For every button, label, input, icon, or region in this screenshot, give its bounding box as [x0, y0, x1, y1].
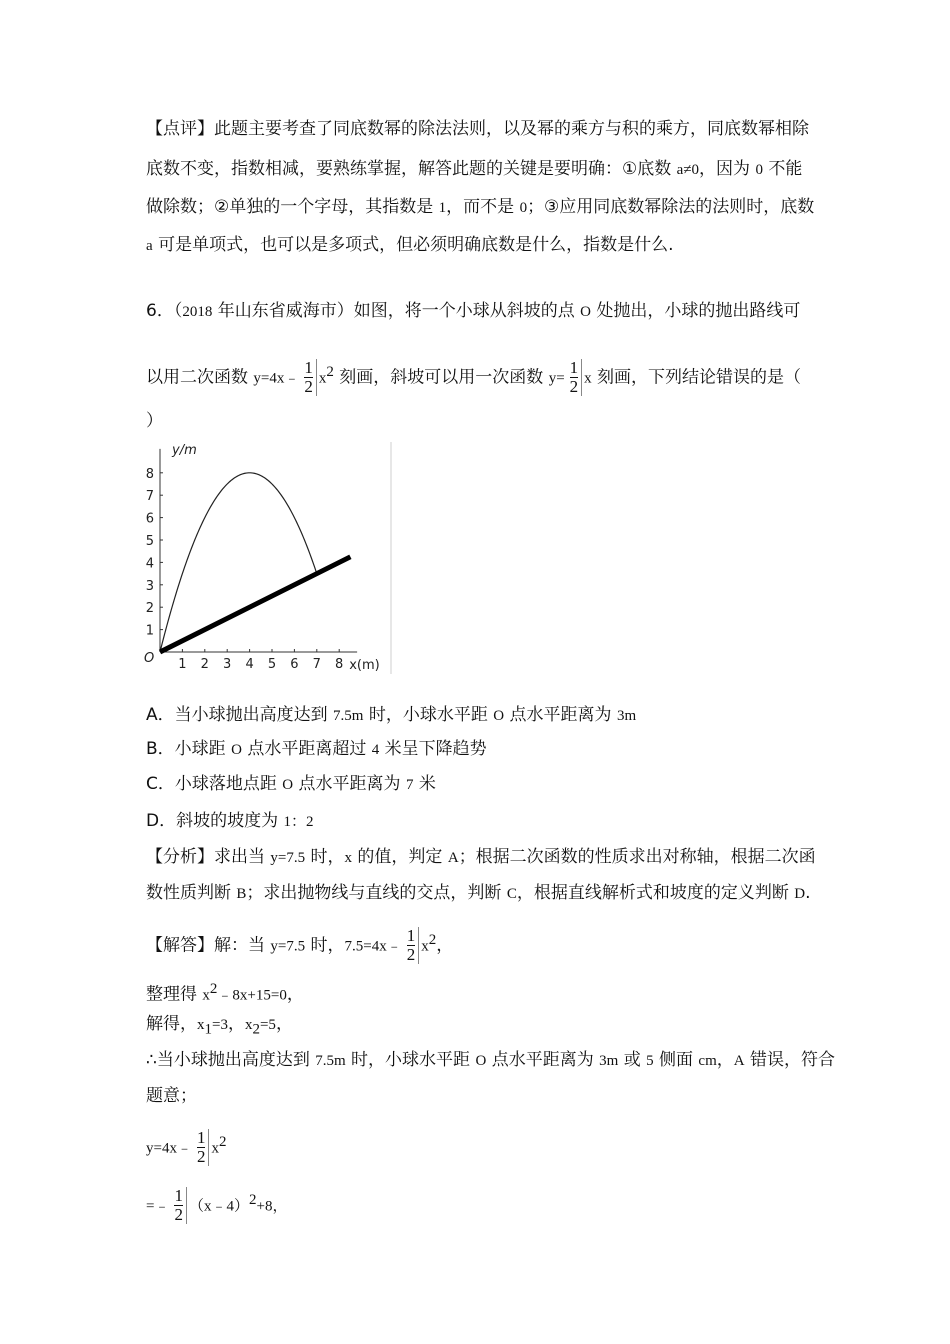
fraction-denominator: 2: [196, 1147, 206, 1167]
fraction-numerator: 1: [406, 926, 416, 946]
solution-text: 点水平距离为: [486, 1050, 600, 1070]
option-math: O: [231, 742, 242, 758]
solution-text: ，: [275, 1014, 293, 1034]
x-tick-label: 6: [290, 657, 299, 672]
fraction-numerator: 1: [174, 1186, 183, 1206]
x-tick-label: 8: [335, 657, 344, 672]
solution-text: 整理得: [146, 984, 203, 1005]
fraction-denominator: 2: [406, 945, 416, 965]
solution-text: 题意；: [146, 1086, 197, 1106]
option-math: 7: [405, 777, 414, 793]
projectile-chart: [142, 440, 394, 676]
fraction-one-half: [404, 927, 420, 964]
fraction-denominator: 2: [569, 377, 579, 397]
comment-line-1: [146, 118, 809, 140]
analysis-line-2: [146, 882, 811, 905]
option-math: 7.5m: [333, 708, 364, 724]
comment-text: ，而不是: [446, 197, 520, 217]
analysis-text: 数性质判断: [146, 883, 237, 903]
solution-math: 3m: [599, 1053, 619, 1069]
option-d: [146, 810, 314, 833]
exponent: 2: [428, 932, 437, 948]
comment-math: 1: [438, 200, 447, 216]
analysis-text: ；根据二次函数的性质求出对称轴，根据二次函: [458, 847, 816, 867]
y-tick-label: 4: [145, 556, 154, 572]
solution-line-2: [146, 978, 304, 1007]
comment-text: 底数不变，指数相减，要熟练掌握，解答此题的关键是要明确：①底数: [146, 159, 677, 179]
solution-text: 或: [618, 1050, 647, 1070]
option-text: A．当小球抛出高度达到: [146, 705, 334, 725]
question-text: 以用二次函数: [146, 367, 254, 388]
analysis-text: 的值，判定: [352, 847, 448, 867]
comment-text: ；③应用同底数幂除法的法则时，底数: [527, 197, 815, 217]
solution-line-3: [146, 1013, 293, 1040]
option-text: 点水平距离超过: [241, 739, 372, 759]
solution-math: =﹣: [146, 1198, 170, 1215]
option-text: D．斜坡的坡度为: [146, 811, 284, 831]
fraction-denominator: 2: [174, 1205, 183, 1225]
solution-math: y=7.5: [270, 938, 306, 955]
subscript: 2: [252, 1021, 260, 1038]
solution-math: y=4x﹣: [146, 1140, 192, 1157]
comment-math: 0: [519, 200, 528, 216]
analysis-math: A: [447, 850, 459, 866]
y-tick-label: 7: [145, 489, 154, 505]
option-b: [146, 738, 487, 761]
option-c: [146, 773, 436, 796]
x-tick-label: 1: [178, 657, 187, 672]
fraction-numerator: 1: [569, 358, 579, 378]
question-text: 刻画，斜坡可以用一次函数: [333, 367, 549, 388]
solution-math: x: [202, 987, 210, 1004]
question-math: x: [318, 370, 327, 387]
x-tick-label: 5: [267, 657, 277, 672]
option-text: 米: [413, 774, 436, 794]
comment-line-2: [146, 158, 802, 181]
option-text: 米呈下降趋势: [379, 739, 487, 759]
solution-math: x: [211, 1140, 219, 1157]
question-text: 6．（: [146, 301, 183, 321]
analysis-math: D: [794, 886, 806, 902]
y-tick-label: 1: [145, 623, 154, 639]
chart-layer: [144, 443, 380, 673]
analysis-math: x: [344, 850, 353, 866]
exponent: 2: [326, 364, 334, 380]
analysis-text: 时，: [305, 847, 345, 867]
question-math: x: [584, 370, 592, 387]
question-line-1: [146, 300, 800, 323]
solution-line-4: [146, 1049, 835, 1072]
option-text: B．小球距: [146, 739, 232, 759]
x-tick-label: 7: [312, 657, 321, 672]
exponent: 2: [209, 981, 218, 997]
comment-text: 做除数；②单独的一个字母，其指数是: [146, 197, 439, 217]
parabola-curve: [160, 473, 317, 652]
analysis-text: ；求出抛物线与直线的交点，判断: [246, 883, 507, 903]
solution-math: 7.5m: [315, 1053, 346, 1069]
option-math: 3m: [616, 708, 637, 724]
analysis-text: ，根据直线解析式和坡度的定义判断: [516, 883, 795, 903]
comment-math: a: [146, 238, 153, 254]
fraction-denominator: 2: [304, 377, 313, 397]
solution-text: ，: [227, 1014, 245, 1034]
question-line-2: [146, 352, 801, 399]
solution-math: （x﹣4）: [188, 1198, 249, 1215]
question-math: O: [580, 304, 591, 320]
option-a: [146, 704, 636, 727]
solution-math: x: [244, 1017, 253, 1033]
solution-math: 7.5=4x﹣: [344, 938, 402, 955]
solution-math: +8，: [256, 1198, 288, 1215]
option-text: 时，小球水平距: [363, 705, 494, 725]
x-tick-label: 2: [200, 657, 209, 672]
solution-math: x: [197, 1017, 205, 1033]
comment-line-4: [146, 234, 673, 257]
fraction-numerator: 1: [196, 1128, 206, 1148]
fraction-one-half: [301, 359, 317, 396]
solution-text: 侧面: [653, 1050, 699, 1070]
slope-line: [160, 557, 350, 652]
question-text: 年山东省威海市）如图，将一个小球从斜坡的点: [212, 301, 581, 321]
solution-math: A: [733, 1053, 745, 1069]
solution-line-5: [146, 1085, 197, 1107]
option-math: O: [493, 708, 505, 724]
question-math: y=4x﹣: [253, 370, 300, 387]
solution-math: cm: [698, 1053, 717, 1069]
solution-text: ，: [716, 1050, 734, 1070]
solution-math: 5: [646, 1053, 654, 1069]
solution-math: O: [475, 1053, 487, 1069]
comment-math: 0: [755, 162, 763, 178]
comment-text: 不能: [762, 159, 803, 179]
exponent: 2: [248, 1192, 257, 1208]
x-tick-label: 4: [245, 657, 254, 672]
solution-text: 解得，: [146, 1014, 197, 1034]
option-text: 点水平距离为: [293, 774, 406, 794]
option-text: 点水平距离为: [504, 705, 617, 725]
solution-math: ﹣8x+15=0: [217, 987, 287, 1004]
y-axis-label: y/m: [172, 443, 197, 458]
subscript: 1: [204, 1021, 212, 1038]
question-line-3: [146, 410, 163, 432]
analysis-text: .: [805, 883, 811, 903]
analysis-math: B: [236, 886, 247, 902]
x-tick-label: 3: [223, 657, 232, 672]
comment-text: 可是单项式，也可以是多项式，但必须明确底数是什么，指数是什么.: [152, 235, 674, 255]
option-math: 4: [371, 742, 380, 758]
solution-text: 【解答】解：当: [146, 935, 271, 956]
comment-line-3: [146, 196, 814, 219]
y-tick-label: 2: [145, 601, 154, 617]
y-tick-label: 6: [145, 511, 154, 527]
analysis-line-1: [146, 846, 816, 869]
exponent: 2: [218, 1134, 227, 1150]
analysis-math: y=7.5: [270, 850, 306, 866]
solution-line-1: [146, 920, 453, 967]
fraction-one-half: [171, 1187, 187, 1224]
solution-text: 时，: [305, 935, 345, 956]
option-text: C．小球落地点距: [146, 774, 283, 794]
x-axis-label: x(m): [349, 658, 380, 673]
solution-line-7: [146, 1180, 287, 1227]
solution-text: 错误，符合: [744, 1050, 835, 1070]
solution-text: ，: [286, 984, 304, 1005]
solution-text: ，: [436, 935, 454, 956]
origin-label: O: [144, 651, 155, 666]
solution-math: x: [421, 938, 429, 955]
question-text: 刻画，下列结论错误的是（: [591, 367, 802, 388]
y-tick-label: 5: [145, 534, 154, 549]
y-tick-label: 3: [145, 578, 154, 594]
fraction-one-half: [567, 359, 583, 396]
fraction-one-half: [194, 1129, 210, 1166]
question-math: y=: [548, 370, 565, 387]
solution-line-6: [146, 1122, 226, 1169]
y-tick-label: 8: [145, 466, 154, 482]
option-math: 1：2: [283, 814, 314, 830]
question-text: 处抛出，小球的抛出路线可: [590, 301, 801, 321]
fraction-numerator: 1: [304, 358, 313, 378]
question-math: 2018: [182, 304, 213, 320]
comment-text: 【点评】此题主要考查了同底数幂的除法法则，以及幂的乘方与积的乘方，同底数幂相除: [146, 119, 809, 139]
solution-math: =5: [259, 1017, 276, 1033]
solution-math: =3: [212, 1017, 228, 1033]
option-math: O: [282, 777, 294, 793]
solution-text: 时，小球水平距: [345, 1050, 476, 1070]
solution-text: ∴当小球抛出高度达到: [146, 1050, 316, 1070]
comment-math: a≠0: [676, 162, 700, 178]
question-text: ）: [146, 411, 163, 431]
analysis-math: C: [506, 886, 517, 902]
analysis-text: 【分析】求出当: [146, 847, 271, 867]
comment-text: ，因为: [699, 159, 756, 179]
